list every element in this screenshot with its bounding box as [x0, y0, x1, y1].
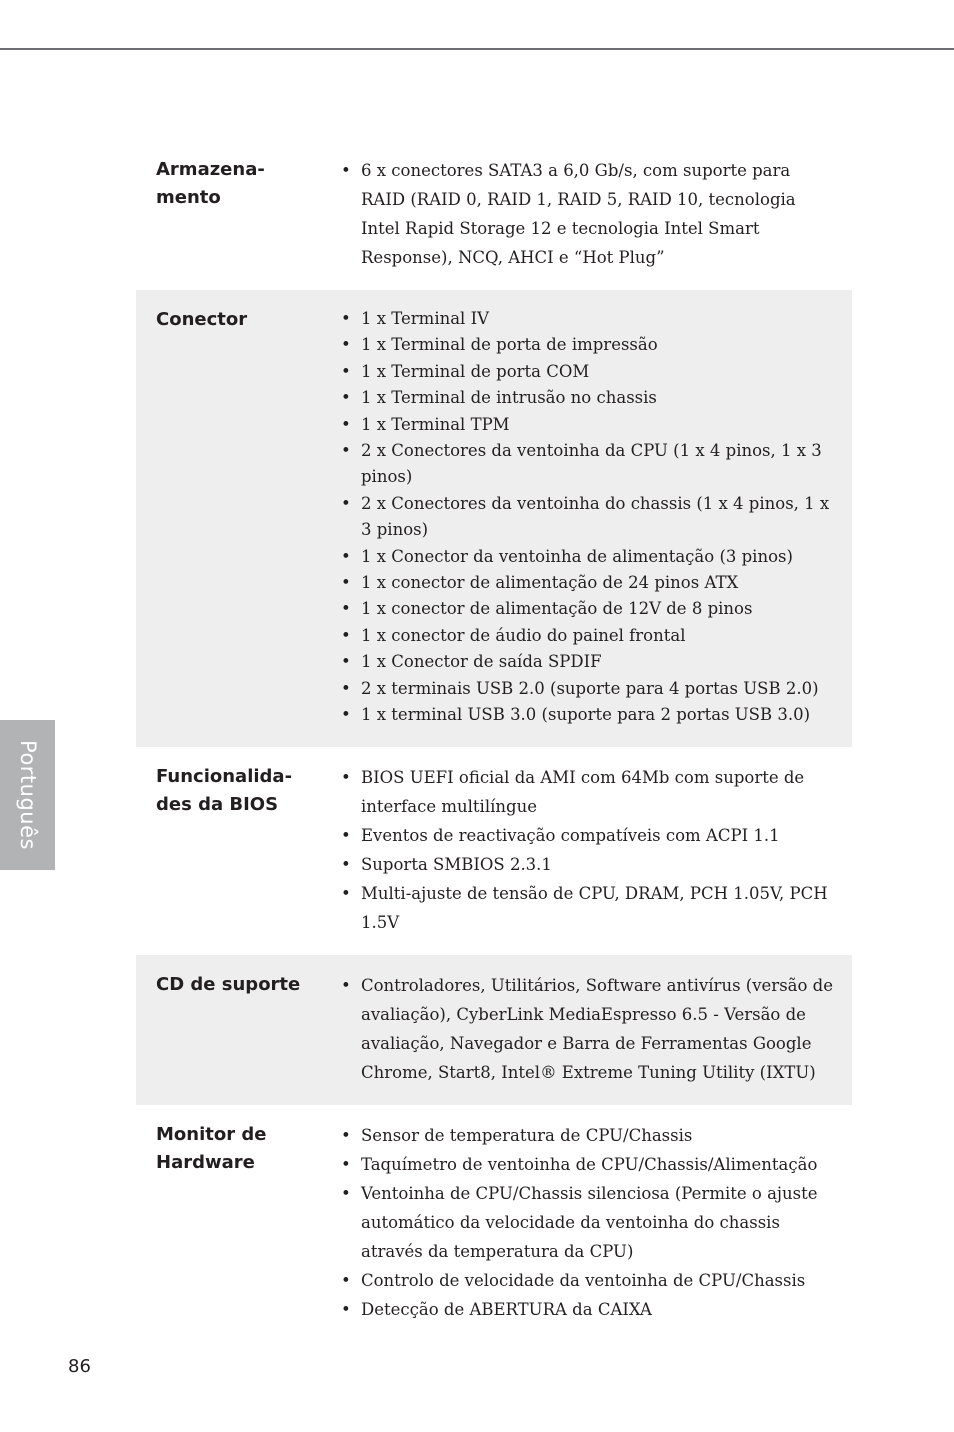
list-item: • Sensor de temperatura de CPU/Chassis — [341, 1121, 838, 1150]
row-label — [136, 156, 321, 272]
list-item: • Detecção de ABERTURA da CAIXA — [341, 1295, 838, 1324]
row-label — [136, 971, 321, 1087]
list-item: • 1 x Conector da ventoinha de alimentação (3 pinos) — [341, 544, 838, 570]
list-item: • 1 x conector de alimentação de 24 pinos ATX — [341, 570, 838, 596]
list-item: • Controladores, Utilitários, Software antivírus (versão de avaliação), CyberLink MediaEspresso 6.5 - Versão de avaliação, Navegador e Barra de Ferramentas Google Chrome, Start8, Intel® Extreme Tuning Utility (IXTU) — [341, 971, 838, 1087]
spec-row-storage — [136, 140, 852, 290]
spec-row-support-cd — [136, 955, 852, 1105]
list-item: • Controlo de velocidade da ventoinha de CPU/Chassis — [341, 1266, 838, 1295]
list-item: • 1 x Terminal de porta de impressão — [341, 332, 838, 358]
top-rule — [0, 48, 954, 50]
list-item: • Taquímetro de ventoinha de CPU/Chassis/Alimentação — [341, 1150, 838, 1179]
list-item: • 1 x Terminal TPM — [341, 412, 838, 438]
list-item: • 2 x terminais USB 2.0 (suporte para 4 portas USB 2.0) — [341, 676, 838, 702]
row-label — [136, 763, 321, 937]
list-item: • 1 x conector de áudio do painel frontal — [341, 623, 838, 649]
row-label-text: Armazena- mento — [156, 159, 265, 208]
spec-row-hardware-monitor — [136, 1105, 852, 1342]
spec-list — [321, 156, 852, 272]
list-item: • 1 x Terminal de porta COM — [341, 359, 838, 385]
list-item: • 2 x Conectores da ventoinha da CPU (1 x 4 pinos, 1 x 3 pinos) — [341, 438, 838, 491]
row-label-text: Monitor de Hardware — [156, 1123, 267, 1173]
list-item: • 1 x conector de alimentação de 12V de 8 pinos — [341, 596, 838, 622]
list-item: • 6 x conectores SATA3 a 6,0 Gb/s, com suporte para RAID (RAID 0, RAID 1, RAID 5, RAID 10, tecnologia Intel Rapid Storage 12 e tecnologia Intel Smart Response), NCQ, AHCI e “Hot Plug” — [341, 156, 838, 272]
row-label — [136, 1121, 321, 1324]
row-label-text: Conector — [156, 309, 248, 330]
spec-table — [136, 140, 852, 1342]
list-item: • 1 x terminal USB 3.0 (suporte para 2 portas USB 3.0) — [341, 702, 838, 728]
list-item: • Ventoinha de CPU/Chassis silenciosa (Permite o ajuste automático da velocidade da ventoinha do chassis através da temperatura da CPU) — [341, 1179, 838, 1266]
page-number: 86 — [68, 1356, 91, 1377]
language-tab-label: Português — [15, 740, 40, 850]
spec-row-connector — [136, 290, 852, 747]
list-item: • Eventos de reactivação compatíveis com ACPI 1.1 — [341, 821, 838, 850]
row-label-text: Funcionalida- des da BIOS — [156, 765, 293, 815]
list-item: • 1 x Conector de saída SPDIF — [341, 649, 838, 675]
list-item: • 1 x Terminal de intrusão no chassis — [341, 385, 838, 411]
row-label — [136, 306, 321, 729]
spec-list — [321, 763, 852, 937]
spec-row-bios — [136, 747, 852, 955]
spec-list — [321, 1121, 852, 1324]
language-side-tab — [0, 720, 55, 870]
list-item: • Suporta SMBIOS 2.3.1 — [341, 850, 838, 879]
list-item: • 2 x Conectores da ventoinha do chassis (1 x 4 pinos, 1 x 3 pinos) — [341, 491, 838, 544]
row-label-text: CD de suporte — [156, 973, 301, 995]
list-item: • Multi-ajuste de tensão de CPU, DRAM, PCH 1.05V, PCH 1.5V — [341, 879, 838, 937]
list-item: • BIOS UEFI oficial da AMI com 64Mb com suporte de interface multilíngue — [341, 763, 838, 821]
list-item: • 1 x Terminal IV — [341, 306, 838, 332]
spec-list — [321, 971, 852, 1087]
spec-list — [321, 306, 852, 729]
